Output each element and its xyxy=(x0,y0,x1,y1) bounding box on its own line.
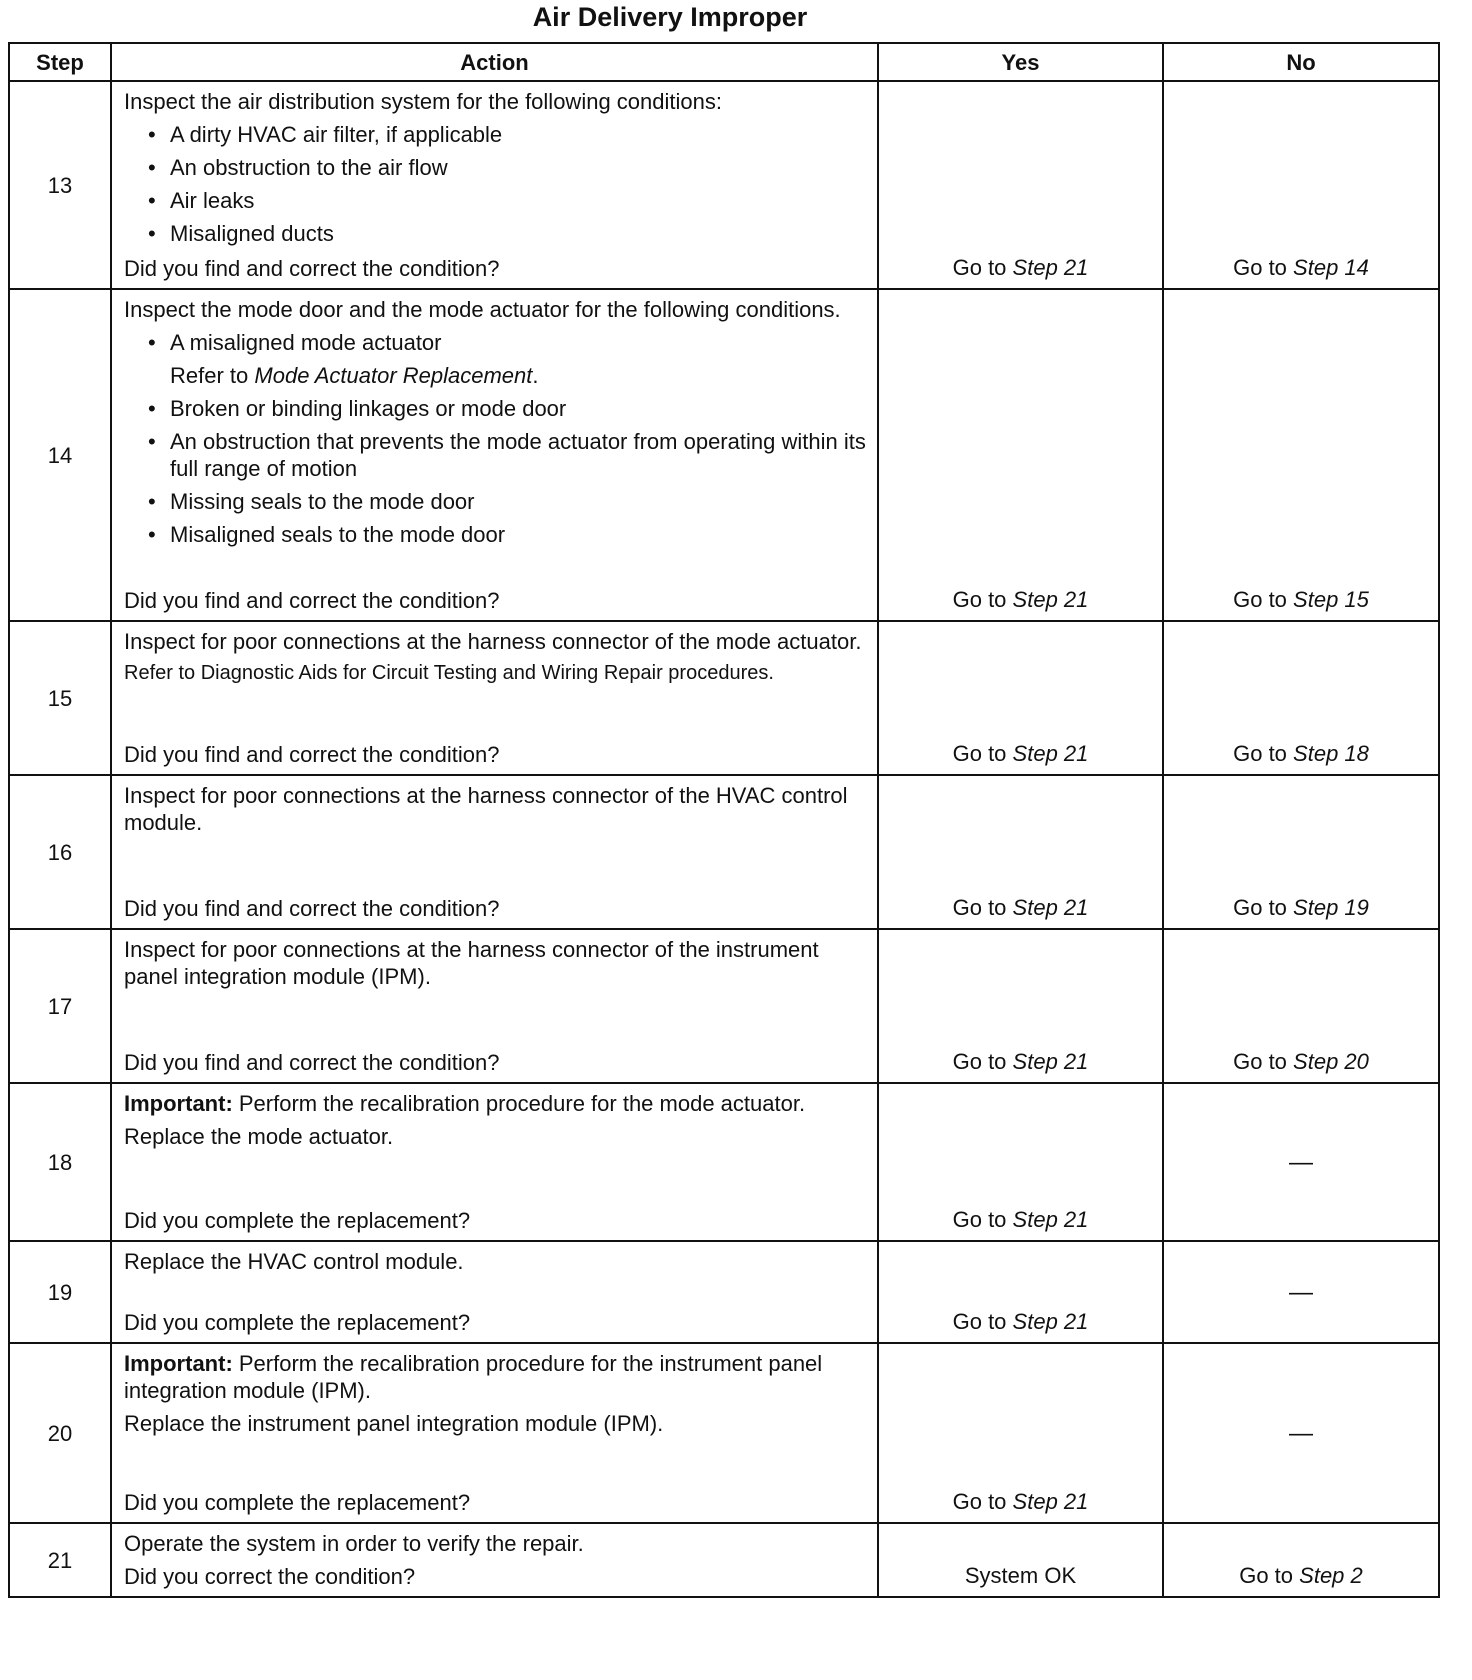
yes-step-link[interactable]: Step 21 xyxy=(1012,1207,1089,1232)
no-prefix: Go to xyxy=(1233,741,1287,766)
action-question: Did you correct the condition? xyxy=(124,1564,416,1589)
action-cell xyxy=(111,1523,878,1597)
important-note xyxy=(124,1350,867,1404)
important-label: Important: xyxy=(124,1091,233,1116)
no-cell xyxy=(1163,1523,1439,1597)
table-row-step-15 xyxy=(9,621,1439,775)
no-prefix: Go to xyxy=(1233,895,1287,920)
list-item: • Broken or binding linkages or mode door xyxy=(124,395,867,422)
yes-step-link[interactable]: Step 21 xyxy=(1012,255,1089,280)
yes-prefix: Go to xyxy=(952,1489,1007,1514)
note-prefix: Refer to xyxy=(170,363,249,388)
yes-step-link[interactable]: Step 21 xyxy=(1012,741,1089,766)
yes-cell xyxy=(878,929,1163,1083)
no-prefix: Go to xyxy=(1239,1563,1294,1588)
yes-cell xyxy=(878,289,1163,621)
no-prefix: Go to xyxy=(1233,255,1287,280)
list-item: • Air leaks xyxy=(124,187,867,214)
table-row-step-18 xyxy=(9,1083,1439,1241)
step-number: 19 xyxy=(9,1241,111,1343)
yes-cell xyxy=(878,621,1163,775)
yes-step-link[interactable]: Step 21 xyxy=(1012,1049,1089,1074)
action-question: Did you complete the replacement? xyxy=(124,1310,471,1335)
step-number: 13 xyxy=(9,81,111,289)
no-cell: — xyxy=(1163,1241,1439,1343)
list-item: • Missing seals to the mode door xyxy=(124,488,867,515)
action-intro: Inspect for poor connections at the harness connector of the mode actuator. xyxy=(124,629,862,654)
no-step-link[interactable]: Step 2 xyxy=(1299,1563,1363,1588)
condition-list xyxy=(124,121,867,253)
table-row-step-20 xyxy=(9,1343,1439,1523)
yes-prefix: Go to xyxy=(952,741,1007,766)
step-number: 18 xyxy=(9,1083,111,1241)
action-question: Did you complete the replacement? xyxy=(124,1490,471,1515)
step-number: 20 xyxy=(9,1343,111,1523)
procedure-link[interactable]: Mode Actuator Replacement xyxy=(254,363,533,388)
yes-prefix: Go to xyxy=(952,255,1007,280)
table-row-step-16 xyxy=(9,775,1439,929)
header-step: Step xyxy=(9,43,111,81)
table-header-row xyxy=(9,43,1439,81)
no-step-link[interactable]: Step 15 xyxy=(1293,587,1369,612)
no-cell xyxy=(1163,289,1439,621)
table-row-step-21 xyxy=(9,1523,1439,1597)
condition-list xyxy=(124,395,867,554)
action-cell xyxy=(111,289,878,621)
header-yes: Yes xyxy=(878,43,1163,81)
list-item: • An obstruction to the air flow xyxy=(124,154,867,181)
step-number: 16 xyxy=(9,775,111,929)
step-number: 21 xyxy=(9,1523,111,1597)
no-step-link[interactable]: Step 19 xyxy=(1293,895,1369,920)
no-cell: — xyxy=(1163,1083,1439,1241)
action-question: Did you find and correct the condition? xyxy=(124,1050,500,1075)
action-cell xyxy=(111,1083,878,1241)
action-instruction: Replace the mode actuator. xyxy=(124,1124,394,1149)
action-question: Did you find and correct the condition? xyxy=(124,896,500,921)
header-action: Action xyxy=(111,43,878,81)
reference-note: Refer to Diagnostic Aids for Circuit Testing and Wiring Repair procedures. xyxy=(124,662,774,684)
note-suffix: . xyxy=(532,363,539,388)
page-title: Air Delivery Improper xyxy=(532,2,808,32)
list-item: • Misaligned ducts xyxy=(124,220,867,247)
no-prefix: Go to xyxy=(1233,587,1287,612)
yes-step-link[interactable]: Step 21 xyxy=(1012,1489,1089,1514)
action-cell xyxy=(111,621,878,775)
yes-prefix: Go to xyxy=(952,587,1007,612)
step-number: 17 xyxy=(9,929,111,1083)
list-item: • Misaligned seals to the mode door xyxy=(124,521,867,548)
action-cell xyxy=(111,1343,878,1523)
important-text: Perform the recalibration procedure for the instrument panel integration module (IPM). xyxy=(124,1351,823,1403)
yes-step-link[interactable]: Step 21 xyxy=(1012,1309,1089,1334)
action-intro: Inspect for poor connections at the harness connector of the HVAC control module. xyxy=(124,783,848,835)
important-text: Perform the recalibration procedure for the mode actuator. xyxy=(232,1091,806,1116)
action-question: Did you find and correct the condition? xyxy=(124,742,500,767)
action-intro: Inspect the air distribution system for the following conditions: xyxy=(124,89,722,114)
action-question: Did you complete the replacement? xyxy=(124,1208,471,1233)
important-note xyxy=(124,1090,867,1117)
no-cell xyxy=(1163,81,1439,289)
action-question: Did you find and correct the condition? xyxy=(124,256,500,281)
yes-cell xyxy=(878,1083,1163,1241)
yes-step-link[interactable]: Step 21 xyxy=(1012,587,1089,612)
action-instruction: Replace the HVAC control module. xyxy=(124,1249,464,1274)
action-cell xyxy=(111,1241,878,1343)
important-label: Important: xyxy=(124,1351,233,1376)
list-item: • A dirty HVAC air filter, if applicable xyxy=(124,121,867,148)
no-cell xyxy=(1163,929,1439,1083)
no-step-link[interactable]: Step 18 xyxy=(1293,741,1369,766)
yes-prefix: Go to xyxy=(952,1309,1007,1334)
yes-prefix: Go to xyxy=(952,895,1007,920)
no-cell: — xyxy=(1163,1343,1439,1523)
action-intro: Inspect for poor connections at the harness connector of the instrument panel integration module (IPM). xyxy=(124,937,819,989)
no-cell xyxy=(1163,621,1439,775)
yes-step-link[interactable]: Step 21 xyxy=(1012,895,1089,920)
no-cell xyxy=(1163,775,1439,929)
condition-list xyxy=(124,329,867,362)
header-no: No xyxy=(1163,43,1439,81)
yes-prefix: Go to xyxy=(952,1207,1007,1232)
table-row-step-14 xyxy=(9,289,1439,621)
table-row-step-13 xyxy=(9,81,1439,289)
table-row-step-17 xyxy=(9,929,1439,1083)
no-prefix: Go to xyxy=(1233,1049,1287,1074)
no-step-link[interactable]: Step 20 xyxy=(1293,1049,1369,1074)
yes-cell xyxy=(878,775,1163,929)
action-instruction: Operate the system in order to verify the repair. xyxy=(124,1531,584,1556)
list-item: • An obstruction that prevents the mode actuator from operating within its full range of motion xyxy=(124,428,867,482)
yes-cell xyxy=(878,81,1163,289)
table-row-step-19 xyxy=(9,1241,1439,1343)
action-intro: Inspect the mode door and the mode actuator for the following conditions. xyxy=(124,297,841,322)
action-cell xyxy=(111,929,878,1083)
reference-note xyxy=(124,362,867,389)
action-cell xyxy=(111,81,878,289)
yes-cell: System OK xyxy=(878,1523,1163,1597)
list-item: • A misaligned mode actuator xyxy=(124,329,867,356)
yes-cell xyxy=(878,1241,1163,1343)
yes-prefix: Go to xyxy=(952,1049,1007,1074)
diagnostic-table xyxy=(8,42,1440,1598)
no-step-link[interactable]: Step 14 xyxy=(1293,255,1369,280)
action-cell xyxy=(111,775,878,929)
yes-cell xyxy=(878,1343,1163,1523)
action-question: Did you find and correct the condition? xyxy=(124,588,500,613)
step-number: 15 xyxy=(9,621,111,775)
action-instruction: Replace the instrument panel integration module (IPM). xyxy=(124,1411,664,1436)
step-number: 14 xyxy=(9,289,111,621)
